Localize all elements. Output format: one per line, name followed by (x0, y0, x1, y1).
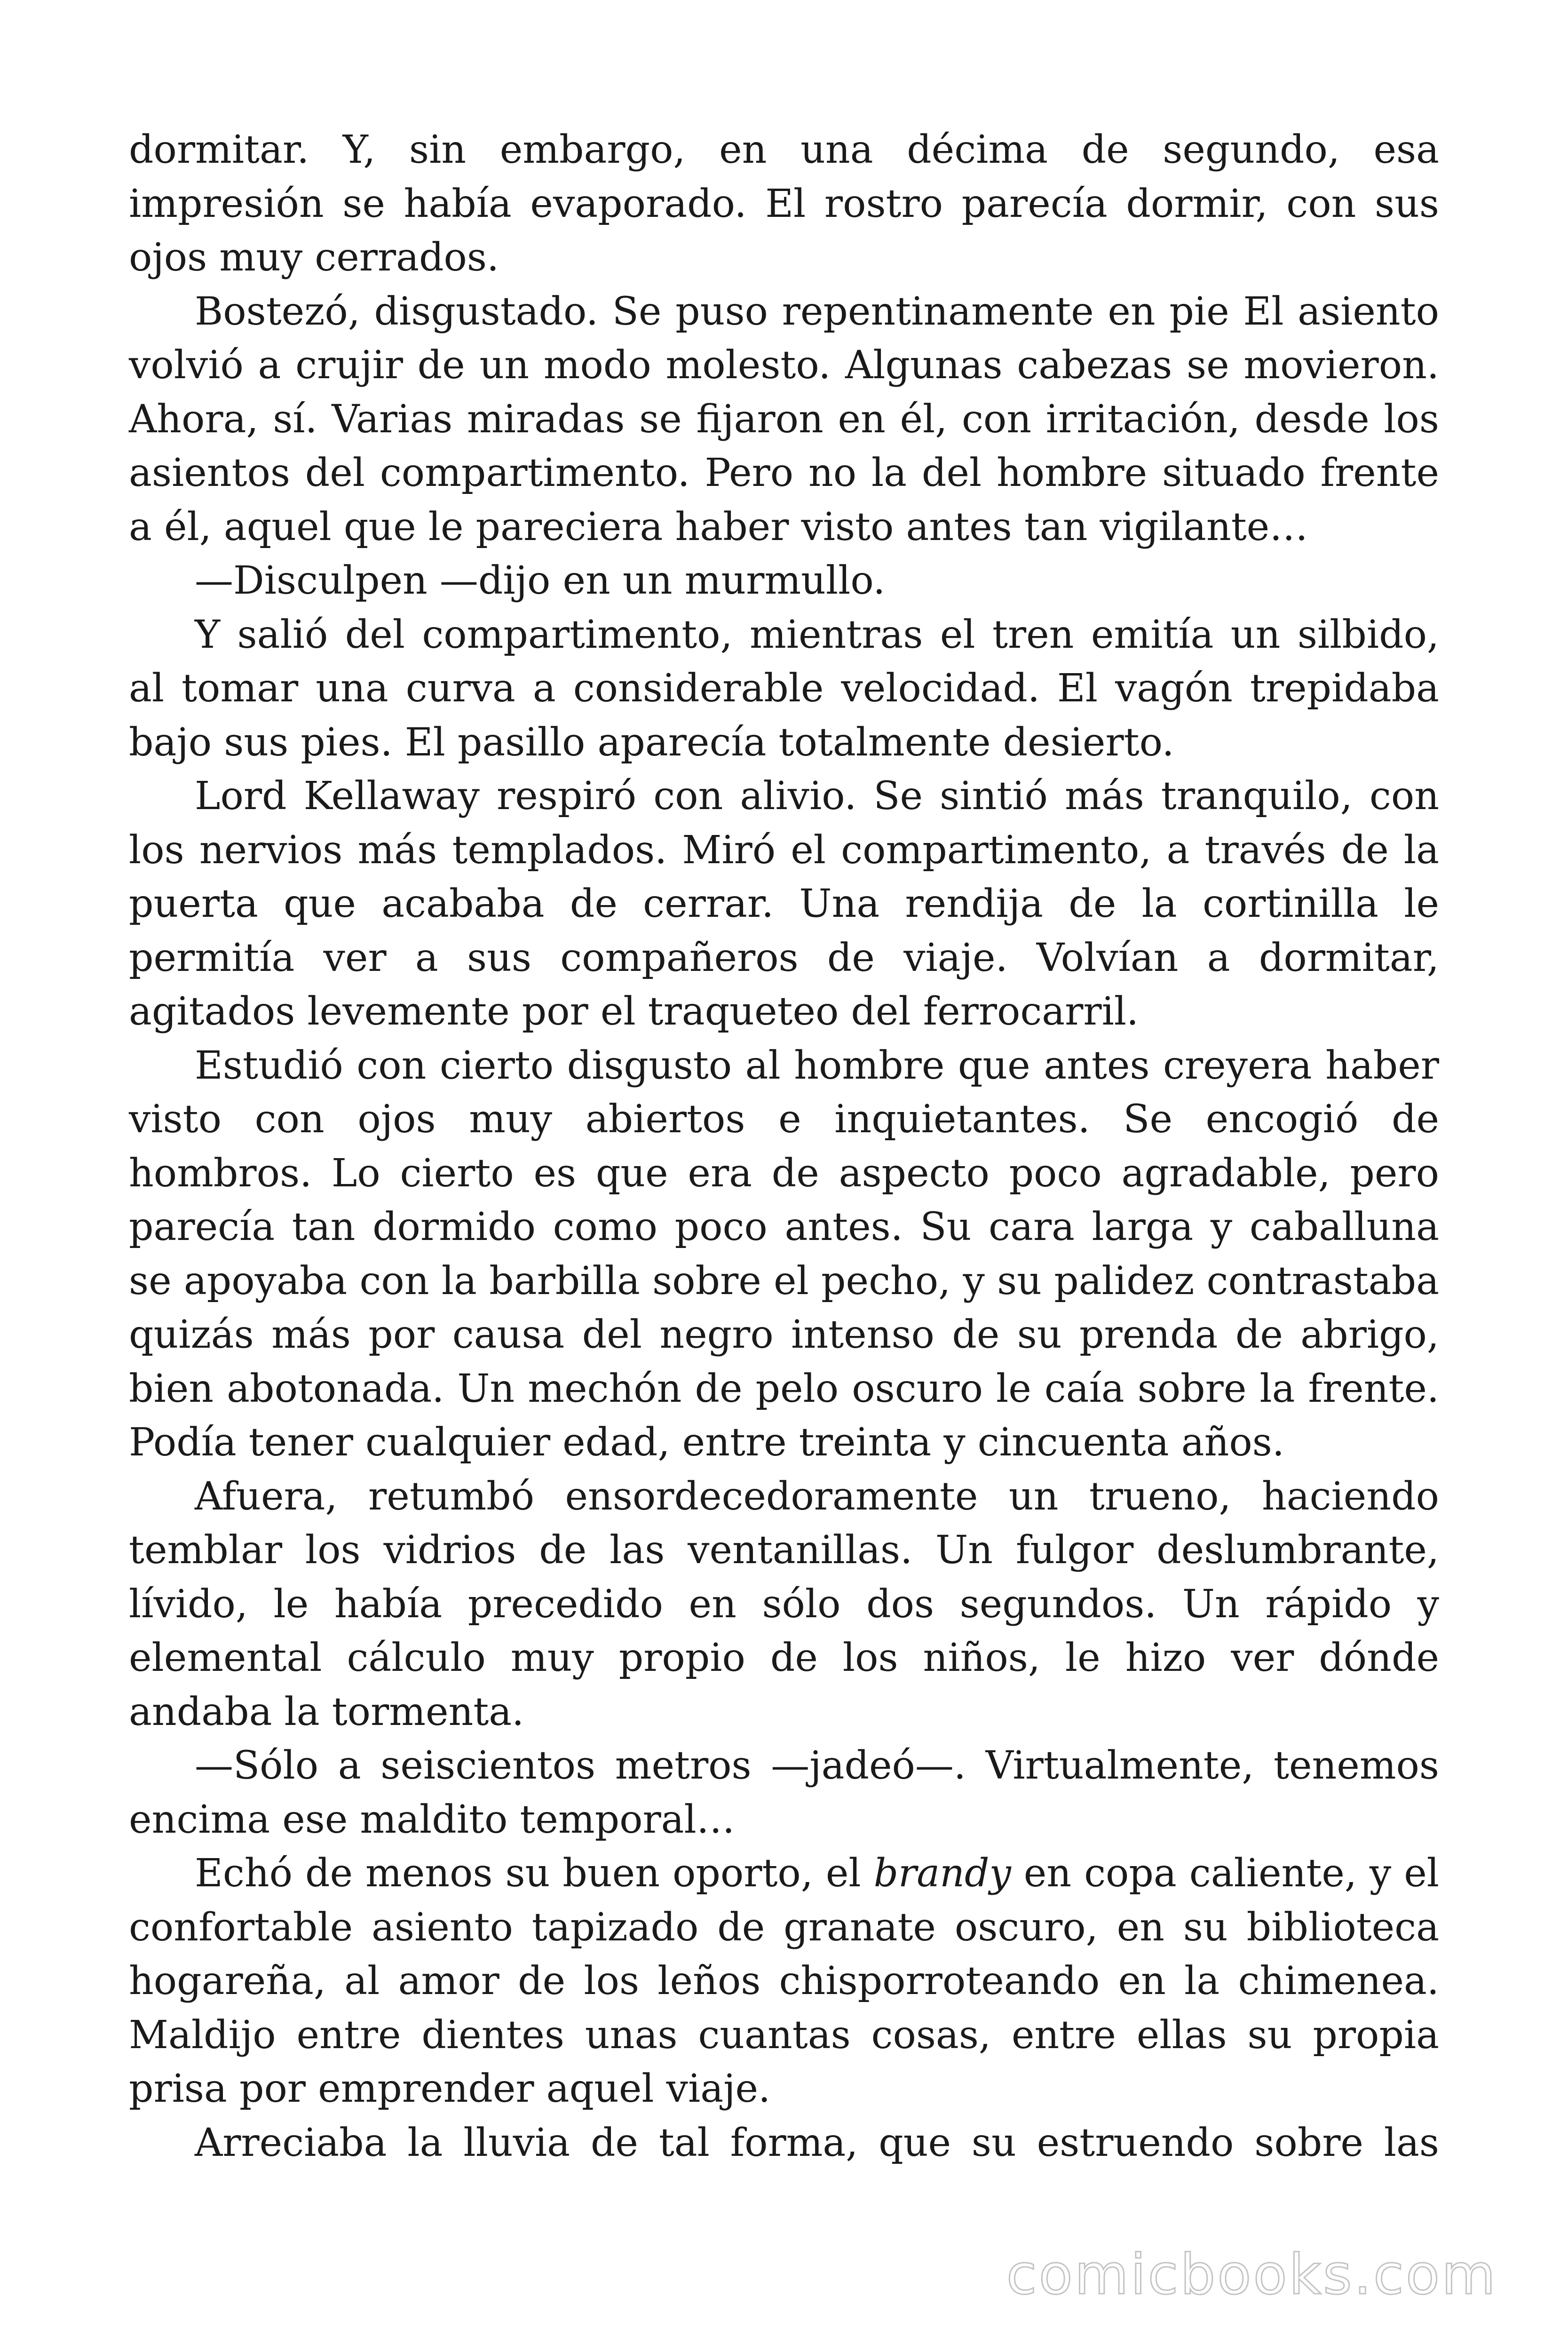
paragraph-7: Afuera, retumbó ensordecedoramente un trueno, haciendo temblar los vidrios de las ventanillas. Un fulgor deslumbrante, lívido, le había precedido en sólo dos segundos. Un rápido y elemental cálculo muy propio de los niños, le hizo ver dónde andaba la tormenta. (129, 1474, 1439, 1734)
paragraph-8: —Sólo a seiscientos metros —jadeó—. Virtualmente, tenemos encima ese maldito temporal… (129, 1743, 1439, 1842)
paragraph-9-before: Echó de menos su buen oporto, el (195, 1851, 874, 1896)
paragraph-6: Estudió con cierto disgusto al hombre que antes creyera haber visto con ojos muy abiertos e inquietantes. Se encogió de hombros. Lo cierto es que era de aspecto poco agradable, pero parecía tan dormido como poco antes. Su cara larga y caballuna se apoyaba con la barbilla sobre el pecho, y su palidez contrastaba quizás más por causa del negro intenso de su prenda de abrigo, bien abotonada. Un mechón de pelo oscuro le caía sobre la frente. Podía tener cualquier edad, entre treinta y cincuenta años. (129, 1043, 1439, 1465)
watermark-text: comicbooks.com (1006, 2242, 1497, 2307)
paragraph-3: —Disculpen —dijo en un murmullo. (195, 558, 886, 603)
paragraph-1: dormitar. Y, sin embargo, en una décima de segundo, esa impresión se había evaporado. El rostro parecía dormir, con sus ojos muy cerrados. (129, 127, 1439, 280)
paragraph-10: Arreciaba la lluvia de tal forma, que su estruendo sobre las (195, 2120, 1439, 2165)
paragraph-2: Bostezó, disgustado. Se puso repentinamente en pie El asiento volvió a crujir de un modo molesto. Algunas cabezas se movieron. Ahora, sí. Varias miradas se fijaron en él, con irritación, desde los asientos del compartimento. Pero no la del hombre situado frente a él, aquel que le pareciera haber visto antes tan vigilante… (129, 289, 1439, 549)
paragraph-5: Lord Kellaway respiró con alivio. Se sintió más tranquilo, con los nervios más templados. Miró el compartimento, a través de la puerta que acababa de cerrar. Una rendija de la cortinilla le permitía ver a sus compañeros de viaje. Volvían a dormitar, agitados levemente por el traqueteo del ferrocarril. (129, 774, 1439, 1034)
book-page-text (129, 123, 1439, 2170)
paragraph-9-italic-word: brandy (873, 1851, 1011, 1896)
paragraph-9 (129, 1847, 1439, 2116)
paragraph-4: Y salió del compartimento, mientras el tren emitía un silbido, al tomar una curva a considerable velocidad. El vagón trepidaba bajo sus pies. El pasillo aparecía totalmente desierto. (129, 612, 1439, 765)
paragraph-9-after: en copa caliente, y el confortable asiento tapizado de granate oscuro, en su biblioteca hogareña, al amor de los leños chisporroteando en la chimenea. Maldijo entre dientes unas cuantas cosas, entre ellas su propia prisa por emprender aquel viaje. (129, 1851, 1439, 2111)
